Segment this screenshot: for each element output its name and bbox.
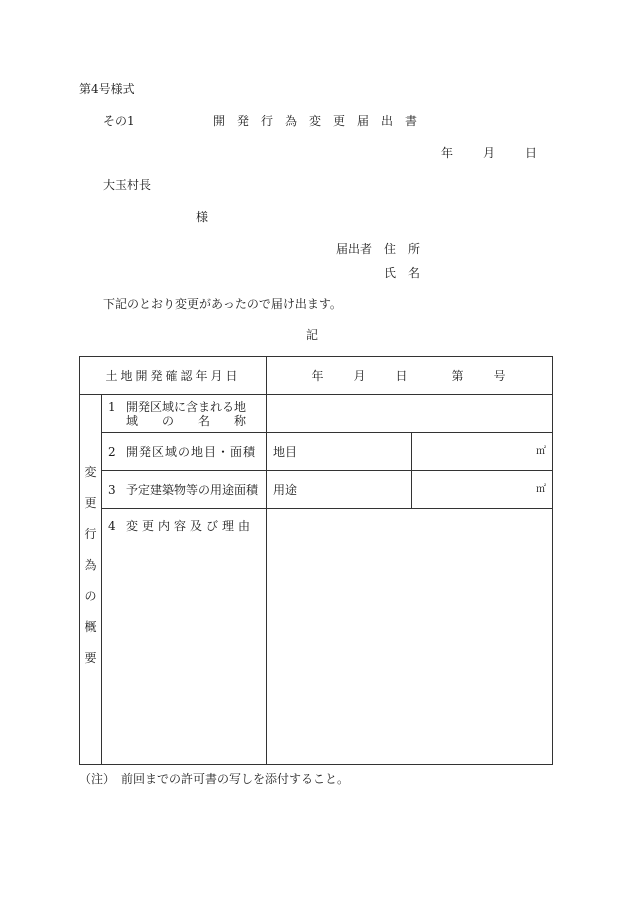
side-char: 要 bbox=[84, 651, 97, 665]
row-land-category bbox=[80, 433, 553, 471]
building-area-field[interactable]: ㎡ bbox=[412, 471, 553, 509]
submitter-label: 届出者 bbox=[336, 242, 373, 256]
sub-number: その1 bbox=[103, 114, 135, 128]
building-use-label: 3 予定建築物等の用途面積 bbox=[102, 471, 267, 509]
land-area-field[interactable]: ㎡ bbox=[412, 433, 553, 471]
form-number: 第4号様式 bbox=[79, 82, 135, 96]
building-use-field[interactable]: 用途 bbox=[267, 471, 412, 509]
side-char: 概 bbox=[84, 620, 97, 634]
area-name-label: 1 開発区域に含まれる地 域 の 名 称 bbox=[102, 395, 267, 433]
side-char: の bbox=[84, 589, 97, 603]
confirm-value-field[interactable]: 年 月 日 第 号 bbox=[267, 357, 553, 395]
side-char: 為 bbox=[84, 558, 97, 572]
land-category-field[interactable]: 地目 bbox=[267, 433, 412, 471]
land-category-label: 2 開発区域の地目・面積 bbox=[102, 433, 267, 471]
change-reason-label: 4 変更内容及び理由 bbox=[102, 509, 267, 765]
ki-heading: 記 bbox=[306, 328, 319, 342]
area-name-field[interactable] bbox=[267, 395, 553, 433]
date-line: 年 月 日 bbox=[441, 146, 540, 160]
row-building-use bbox=[80, 471, 553, 509]
side-char: 変 bbox=[84, 465, 97, 479]
address-label: 住 所 bbox=[384, 242, 421, 256]
row-area-name bbox=[80, 395, 553, 433]
change-reason-field[interactable] bbox=[267, 509, 553, 765]
confirm-row bbox=[80, 357, 553, 395]
change-form-table bbox=[79, 356, 553, 765]
name-label: 氏 名 bbox=[384, 266, 421, 280]
honorific: 様 bbox=[196, 210, 209, 224]
side-label bbox=[80, 395, 102, 765]
statement: 下記のとおり変更があったので届け出ます。 bbox=[103, 297, 342, 311]
addressee: 大玉村長 bbox=[103, 178, 152, 192]
row-change-reason bbox=[80, 509, 553, 765]
side-char: 行 bbox=[84, 527, 97, 541]
document-title: 開 発 行 為 変 更 届 出 書 bbox=[213, 114, 418, 128]
side-char: 更 bbox=[84, 496, 97, 510]
confirm-label: 土地開発確認年月日 bbox=[80, 357, 267, 395]
note: （注） 前回までの許可書の写しを添付すること。 bbox=[79, 772, 350, 786]
